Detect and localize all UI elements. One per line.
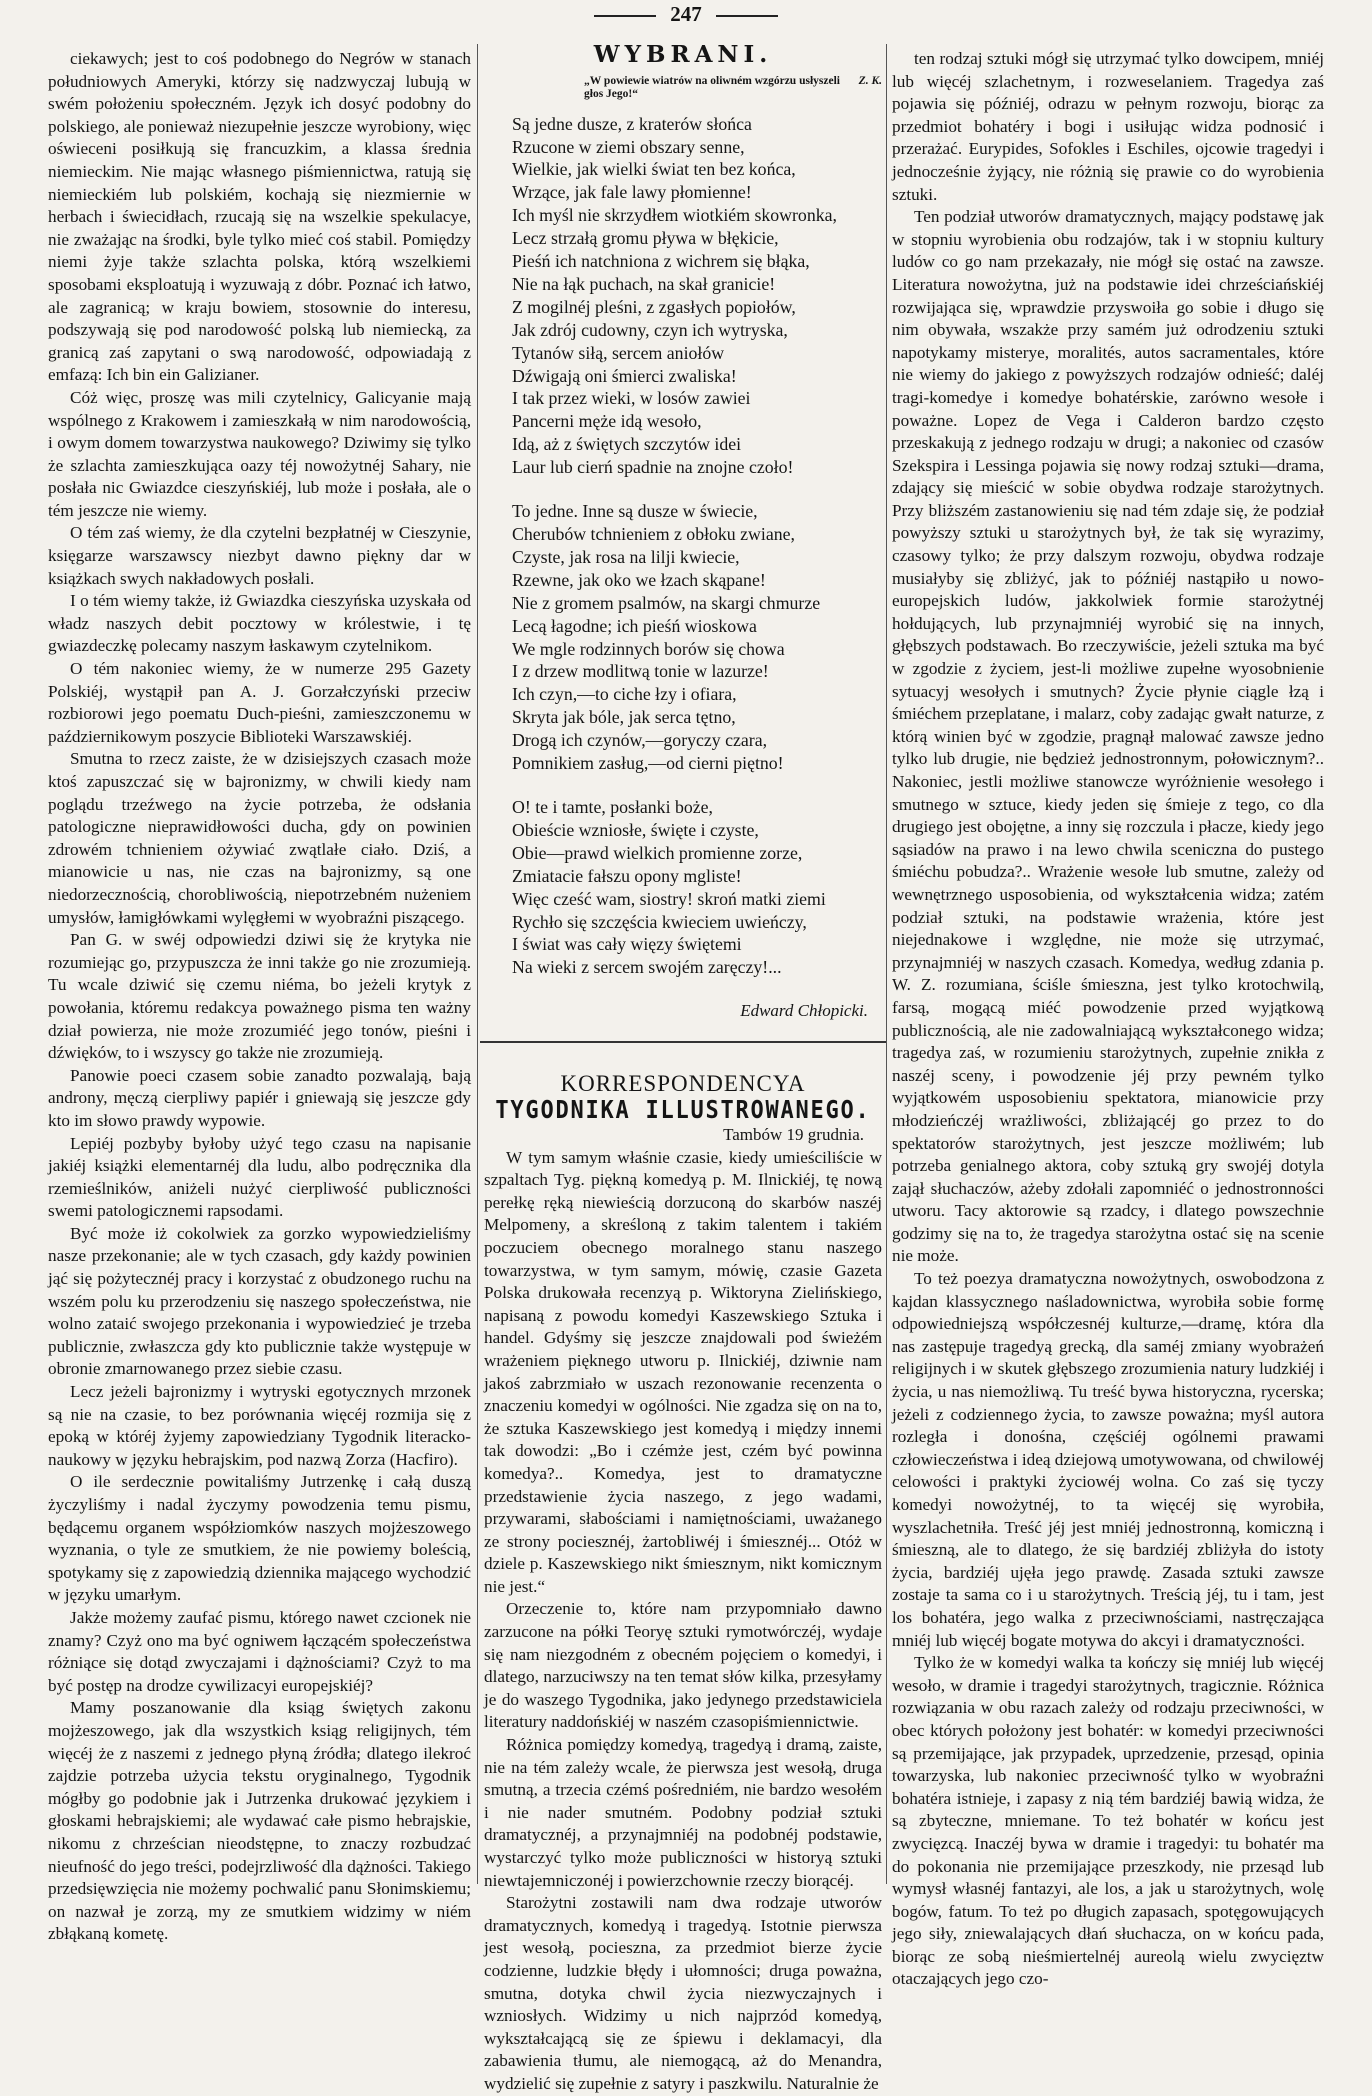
poem-epigraph: Z. K. „W powiewie wiatrów na oliwném wzgórzu usłyszeli głos Jego!“ xyxy=(584,74,882,100)
poem-line: Tytanów siłą, sercem aniołów xyxy=(512,342,725,363)
poem-stanza xyxy=(512,796,882,979)
poem-title: WYBRANI. xyxy=(593,41,773,68)
paragraph: Różnica pomiędzy komedyą, tragedyą i dramą, zaiste, nie na tém zależy wcale, że pierwsza jest wesołą, druga smutną, a trzecia czémś pośredniém, nie bardzo wesołém i nie nader smutném. Podobny podział sztuki dramatycznéj, a przynajmniéj na podobnéj podstawie, wystarczyć tylko może publiczności w historyą sztuki niewtajemniczonéj i powierzchownie rzeczy biorącéj. xyxy=(484,1735,882,1890)
poem-stanza xyxy=(512,113,882,480)
poem-line: I tak przez wieki, w losów zawiei xyxy=(512,388,751,409)
poem-line: Laur lub cierń spadnie na znojne czoło! xyxy=(512,457,794,478)
paragraph: W tym samym właśnie czasie, kiedy umieściliście w szpaltach Tyg. piękną komedyą p. M. Ilnickiéj, tę nową perełkę ręką niewieścią dorzuconą do skarbów naszéj Melpomeny, a skreśloną z takim talentem i takiém poczuciem obecnego moralnego stanu naszego towarzystwa, w tym samym, mówię, czasie Gazeta Polska drukowała recenzyą p. Wiktoryna Zielińskiego, napisaną z powodu komedyi Kaszewskiego Sztuka i handel. Gdyśmy się jeszcze znajdowali pod świeżém wrażeniem pięknego utworu p. Ilnickiéj, dziwnie nam jakoś zabrzmiało w uszach rezonowanie recenzenta o znaczeniu komedyi w ogólności. Nie zgadza się on na to, że sztuka Kaszewskiego jest komedyą i między innemi tak dowodzi: „Bo i czémże jest, czém być powinna komedya?.. Komedya, jest to dramatyczne przedstawienie życia naszego, z jego wadami, przywarami, słabościami i namiętnościami, uważanego ze strony pociesznéj, żartobliwéj i śmiesznéj... Otóż w dziele p. Kaszewskiego nikt śmiesznym, nikt komicznym nie jest.“ xyxy=(484,1147,882,1596)
poem-line: Nie na łąk puchach, na skał granicie! xyxy=(512,273,776,294)
poem-line: Cherubów tchnieniem z obłoku zwiane, xyxy=(512,524,795,544)
poem-line: Nie z gromem psalmów, na skargi chmurze xyxy=(512,592,821,613)
paragraph: I o tém wiemy także, iż Gwiazdka cieszyńska uzyskała od władz naszych debit pocztowy w królestwie, i tę gwiazdeczkę polecamy naszym łaskawym czytelnikom. xyxy=(48,591,471,656)
paragraph: Ten podział utworów dramatycznych, mający podstawę jak w stopniu wyrobienia obu rodzajów, tak i w stopniu kultury ludów co go nam przekazały, nie mógł się ostać na zawsze. Literatura nowożytna, już na podstawie idei chrześciańskiéj rozwijająca się, wprawdzie przyswoiła go sobie i długo się nim obywała, wszakże przy samém już odrodzeniu sztuki napotykamy misterye, moralités, autos sacramentales, które nie wiemy do jakiego z powyższych rodzajów odnieść; daléj tragi-komedye i komedye bohatérskie, zarówno wesołe i poważne. Lopez de Vega i Calderon bardzo często przeskakują z jednego rodzaju w drugi; a nakoniec od czasów Szekspira i Lessinga pojawia się nowy rodzaj sztuki—drama, zdający się mieścić w sobie obydwa rodzaje starożytnych. Przy bliższém zastanowieniu się nad tém zdaje się, że podział powyższy sztuki u starożytnych był, że tak się wyrazimy, czasowy tylko; że przy dalszym rozwoju, obydwa rodzaje musiałyby się zbliżyć, jak to późniéj nastąpiło u nowo-europejskich ludów, jakkolwiek formie starożytnéj hołdujących, lub przynajmniéj wyrobić się na innych, głębszych podstawach. Bo rzeczywiście, jeżeli sztuka ma być w zgodzie z życiem, jest-li możliwe zupełne wyosobnienie sytuacyj wesołych i smutnych? Życie płynie ciągle łzą i śmiéchem przeplatane, i malarz, coby zadając gwałt naturze, z którą winien być w zgodzie, pragnął malować zawsze jedno tylko lub drugie, nie będzież jednostronnym, połowicznym?.. Nakoniec, jestli możliwe stanowcze wyróżnienie wesołego i smutnego w sztuce, kiedy jeden się śmieje z tego, co dla drugiego jest obojętne, a inny się rozczula i płacze, kiedy jego sąsiadów na prawo i na lewo chwila sceniczna do pustego śmiéchu pobudza?.. Wrażenie wesołe lub smutne, zależy od wewnętrznego usposobienia, od wykształcenia widza; zatém podział sztuki, na podstawie wrażenia, które jest niejednakowe i względne, nie może się utrzymać, przynajmniéj w naszych czasach. Komedya, według zdania p. W. Z. rozumiana, ściśle śmieszna, jest tylko krotochwilą, farsą, mogącą miéć powodzenie przed wyjątkową publicznością, ale nie zadowalniającą wykształconego widza; tragedya zaś, w rozumieniu starożytnych, zupełnie znikła z naszéj sceny, i powodzenie jéj przy pewném tylko wyjątkowém usposobieniu spektatora, mianowicie przy młodzieńczéj wrażliwości, zbliżającéj go przez to do spektatorów starożytnych, jest jeszcze możliwém; lub potrzeba genialnego aktora, coby sztuką gry swojéj dotyla zajął słuchaczów, ażeby zdołali zapomniéć o jednostronności utworu. Tacy aktorowie są rzadcy, i dlatego powszechnie godzimy się na to, że tragedya starożytna ostać się na scenie nie może. xyxy=(892,207,1324,1266)
poem-line: I z drzew modlitwą tonie w lazurze! xyxy=(512,661,769,682)
paragraph: Starożytni zostawili nam dwa rodzaje utworów dramatycznych, komedyą i tragedyą. Istotnie pierwsza jest wesołą, pocieszna, za przedmiot bierze życie codzienne, ludzkie błędy i ułomności; druga poważna, smutna, dotyka chwil życia niezwyczajnych i wzniosłych. Widzimy u nich najprzód komedyą, wykształcającą się ze śpiewu i deklamacyi, dla zabawienia tłumu, ale niemogącą, aż do Menandra, wydzielić się zupełnie z satyry i paszkwilu. Naturalnie że xyxy=(484,1893,882,2093)
poem-line: Idą, aż z świętych szczytów idei xyxy=(512,434,742,455)
poem-line: Jak zdrój cudowny, czyn ich wytryska, xyxy=(512,319,788,340)
paragraph: Panowie poeci czasem sobie zanadto pozwalają, bają androny, męczą cierpliwy papiér i gniewają się jeszcze gdy kto im słowo prawdy wypowie. xyxy=(48,1065,471,1130)
column-divider xyxy=(886,44,887,1884)
correspondence-body xyxy=(484,1147,882,2096)
page-number: 247 xyxy=(0,2,1372,27)
poem-line: O! te i tamte, posłanki boże, xyxy=(512,796,713,817)
poem-line: Skryta jak bóle, jak serca tętno, xyxy=(512,707,736,728)
poem-line: Lecą łagodne; ich pieśń wioskowa xyxy=(512,615,757,636)
paragraph: O tém nakoniec wiemy, że w numerze 295 Gazety Polskiéj, wystąpił pan A. J. Gorzałczyński przeciw rozbiorowi jego poematu Duch-pieśni, zamieszczonemu w październikowym poszycie Biblioteki Warszawskiéj. xyxy=(48,659,471,746)
poem-line: Dźwigają oni śmierci zwaliska! xyxy=(512,365,737,386)
dateline: Tambów 19 grudnia. xyxy=(723,1125,864,1144)
paragraph: Tylko że w komedyi walka ta kończy się mniéj lub więcéj wesoło, w dramie i tragedyi starożytnych, tragicznie. Różnica rozwiązania w obu razach zależy od rodzaju przeciwności, w obec których położony jest bohatér: w komedyi przeciwności są przemijające, jak przypadek, uprzedzenie, przesąd, opinia towarzyska, lub nakoniec przeciwność tylko w wyobraźni bohatéra istnieje, i zapasy z nią tém bardziéj bawią widza, że są zbyteczne, mniemane. To też bohatér w końcu jest zwycięzcą. Inaczéj bywa w dramie i tragedyi: tu bohatér ma do pokonania nie przemijające przeszkody, nie przesąd lub wymysł własnéj fantazyi, ale los, a jak u starożytnych, wolę bogów, fatum. To też po długich zapasach, spotęgowujących jego siły, zniewalających dłań słuchacza, on w końcu pada, biorąc ze sobą nieśmiertelnéj aureolą wielu zwycięztw otaczających jego czo- xyxy=(892,1653,1324,1989)
poem-line: Wrzące, jak fale lawy płomienne! xyxy=(512,182,752,203)
poem-author: Edward Chłopicki. xyxy=(740,1001,868,1021)
section-divider xyxy=(480,1041,886,1043)
poem-line: Zmiatacie fałszu opony mgliste! xyxy=(512,865,742,886)
paragraph: Być może iż cokolwiek za gorzko wypowiedzieliśmy nasze przekonanie; ale w tych czasach, gdy każdy powinien jąć się pożytecznéj pracy i korzystać z obudzonego ruchu na wszém polu ku przerodzeniu się naszego społeczeństwa, nie wolno zataić swojego przekonania i wypowiedzieć je trzeba publicznie, zwłaszcza gdy kto publicznie także występuje w obronie zmarnowanego przez siebie czasu. xyxy=(48,1223,471,1379)
column-2 xyxy=(484,41,882,2096)
paragraph: O ile serdecznie powitaliśmy Jutrzenkę i całą duszą życzyliśmy i nadal życzymy powodzenia temu pismu, będącemu organem współziomków naszych mojżeszowego wyznania, o tyle ze smutkiem, że nie powiemy boleścią, spotykamy się z zapowiedzią dziennika mającego wychodzić w języku umarłym. xyxy=(48,1472,471,1605)
poem-stanza xyxy=(512,500,882,775)
poem-line: Rychło się szczęścia kwieciem uwieńczy, xyxy=(512,911,807,932)
correspondence-heading: KORRESPONDENCYA xyxy=(560,1070,806,1096)
poem-line: Drogą ich czynów,—goryczy czara, xyxy=(512,730,768,751)
poem-line: Więc cześć wam, siostry! skroń matki ziemi xyxy=(512,888,826,909)
poem-line: Są jedne dusze, z kraterów słońca xyxy=(512,113,752,134)
paragraph: ten rodzaj sztuki mógł się utrzymać tylko dowcipem, mniéj lub więcéj szlachetnym, i rozweselaniem. Tragedya zaś pojawia się późniéj, odrazu w pełnym rozwoju, biorąc za przedmiot bohatéry i bogi i usiłując widza podnosić i przerażać. Eurypides, Sofokles i Eschiles, ojcowie tragedyi i jednocześnie żyjący, nie różnią się prawie co do wyrobienia sztuki. xyxy=(892,49,1324,204)
paragraph: To też poezya dramatyczna nowożytnych, oswobodzona z kajdan klassycznego naśladownictwa, wyrobiła sobie formę odpowiedniejszą współczesnéj kulturze,—dramę, która dla nas zastępuje tragedyą grecką, dla saméj zmiany wyobrażeń religijnych i w skutek głębszego zrozumienia natury ludzkiéj i życia, u nas niemożliwą. Tu treść bywa historyczna, rycerska; jeżeli z codziennego życia, to zawsze poważna; myśl autora rozległa i donośna, częściéj ogólnemi prawami człowieczeństwa i ideą dziejową umotywowana, od chwilowéj celowości i praktyki życiowéj wolna. Co zaś się tyczy komedyi nowożytnéj, to ta więcéj się wyrobiła, wyszlachetniła. Treść jéj jest mniéj jednostronną, komiczną i śmieszną, ale to dlatego, że się bardziéj zbliżyła do istoty życia, bardziéj ujęła jego prawdę. Zasada sztuki zawsze zostaje ta sama co i u starożytnych. Treścią jéj, tu i tam, jest los bohatéra, jego walka z przeciwnościami, nastręczająca mniéj lub więcéj bogate motywa do akcyi i dramatyczności. xyxy=(892,1269,1324,1650)
poem-line: Lecz strzałą gromu pływa w błękicie, xyxy=(512,228,779,249)
paragraph: Cóż więc, proszę was mili czytelnicy, Galicyanie mają wspólnego z Krakowem i zamieszkałą w nim narodowością, i owym domem towarzystwa naukowego? Dziwimy się tylko że szlachta zamieszkująca oazy téj nowożytnéj Sahary, nie posłała nic Gwiazdce cieszyńskiéj, lub może i posłała, ale o tém jeszcze nie wiemy. xyxy=(48,387,471,520)
paragraph: Mamy poszanowanie dla ksiąg świętych zakonu mojżeszowego, jak dla wszystkich ksiąg religijnych, tém więcéj że z naszemi z jednego płyną źródła; dlatego ilekroć zajdzie potrzeba użycia tekstu oryginalnego, Tygodnik mógłby go podobnie jak i Jutrzenka drukować językiem i głoskami hebrajskiemi; ale wydawać całe pismo hebrajskie, nikomu z chrześcian nieodstępne, to znaczy rozbudzać nieufność do jego treści, podejrzliwość dla dążności. Takiego przedsięwzięcia nie możemy pochwalić panu Słonimskiemu; on nazwał je zorzą, my ze smutkiem widzimy w niém zbłąkaną kometę. xyxy=(48,1698,471,1944)
paragraph: Orzeczenie to, które nam przypomniało dawno zarzucone na półki Teoryę sztuki rymotwórczéj, wydaje się nam niezgodném z obecném pojęciem o komedyi, i dlatego, narzuciwszy na ten temat słów kilka, przesyłamy je do waszego Tygodnika, jako jedynego przedstawiciela literatury naddońskiéj w naszém czasopiśmiennictwie. xyxy=(484,1599,882,1732)
poem-line: Obie—prawd wielkich promienne zorze, xyxy=(512,842,803,863)
paragraph: Smutna to rzecz zaiste, że w dzisiejszych czasach może ktoś zapuszczać się w bajronizmy, w chwili kiedy nam poglądu trzeźwego na życie potrzeba, że odsłania patologiczne nieprawidłowości ducha, gdy on powinien zdrowém tchnieniem ożywiać zwątlałe ciało. Dziś, a mianowicie u nas, nie czas na bajronizmy, są one niedorzecznością, chorobliwością, niepotrzebném nużeniem umysłów, łamigłówkami wylęgłemi w wyobraźni piszącego. xyxy=(48,749,471,927)
poem-line: Pancerni męże idą wesoło, xyxy=(512,411,702,432)
poem-line: Ich myśl nie skrzydłem wiotkiém skowronka, xyxy=(512,205,837,226)
column-1 xyxy=(48,48,471,1946)
poem-line: Pieśń ich natchniona z wichrem się błąka, xyxy=(512,251,810,272)
paragraph: Jakże możemy zaufać pismu, którego nawet czcionek nie znamy? Czyż ono ma być ogniwem łączącém społeczeństwa różniące się dotąd zwyczajami i dążnościami? Czyż to ma być postęp na drodze cywilizacyi europejskiéj? xyxy=(48,1607,471,1695)
poem-line: Rzucone w ziemi obszary senne, xyxy=(512,136,745,157)
poem-line: To jedne. Inne są dusze w świecie, xyxy=(512,501,758,522)
epigraph-author: Z. K. xyxy=(858,74,882,87)
poem-line: Czyste, jak rosa na lilji kwiecie, xyxy=(512,546,740,567)
poem-line: Z mogilnéj pleśni, z zgasłych popiołów, xyxy=(512,296,796,317)
paragraph: ciekawych; jest to coś podobnego do Negrów w stanach południowych Ameryki, którzy się nadzwyczaj lubują w swém położeniu społeczném. Język ich dosyć podobny do polskiego, ale ponieważ niezupełnie jeszcze wyrobiony, więc oświeceni posiłkują się francuzkim, a klassa średnia niemieckim. Nie mając własnego piśmiennictwa, ratują się niemieckiém lub polskiém, kochają się niezmiernie w herbach i świecidłach, rzucają się na wszelkie spekulacye, nie zważając na środki, byle tylko mieć coś stabil. Pomiędzy niemi żyje także szlachta polska, którą wszelkiemi sposobami eksploatują i wyzuwają z dóbr. Poznać ich łatwo, ale zagranicą; w kraju bowiem, stosownie do interesu, podszywają się pod narodowość polską lub niemiecką, za granicą zaś zapytani o swą narodowość, odpowiadają z emfazą: Ich bin ein Galizianer. xyxy=(48,49,471,385)
poem-line: Na wieki z sercem swojém zaręczy!... xyxy=(512,957,782,978)
poem-line: We mgle rodzinnych borów się chowa xyxy=(512,638,785,659)
correspondence-masthead: TYGODNIKA ILLUSTROWANEGO. xyxy=(495,1095,871,1125)
poem-body xyxy=(484,113,882,980)
poem-line: Rzewne, jak oko we łzach skąpane! xyxy=(512,569,766,590)
paragraph: O tém zaś wiemy, że dla czytelni bezpłatnéj w Cieszynie, księgarze warszawscy niezbyt dawno piękny dar w książkach swych nakładowych posłali. xyxy=(48,523,471,588)
paragraph: Lepiéj pozbyby byłoby użyć tego czasu na napisanie jakiéj książki elementarnéj dla ludu, albo podręcznika dla rzemieślników, aniżeli nużyć cierpliwość publiczności swemi patologicznemi rapsodami. xyxy=(48,1133,471,1221)
poem-line: Ich czyn,—to ciche łzy i ofiara, xyxy=(512,684,737,705)
column-divider xyxy=(477,44,478,1884)
poem-line: Obieście wzniosłe, święte i czyste, xyxy=(512,819,759,840)
column-3 xyxy=(892,48,1324,1991)
poem-line: Pomnikiem zasług,—od cierni piętno! xyxy=(512,753,784,774)
poem-line: Wielkie, jak wielki świat ten bez końca, xyxy=(512,159,796,180)
paragraph: Lecz jeżeli bajronizmy i wytryski egotycznych mrzonek są nie na czasie, to bez porównania więcéj rozmija się z epoką w któréj żyjemy zapowiedziany Tygodnik literacko-naukowy w języku hebrajskim, pod nazwą Zorza (Hacfiro). xyxy=(48,1382,471,1469)
paragraph: Pan G. w swéj odpowiedzi dziwi się że krytyka nie rozumiejąc go, przypuszcza że inni także go nie zrozumieją. Tu wcale dziwić się czemu niéma, bo jeżeli krytyk z powołania, któremu redakcya poważnego pisma ten ważny dział powierza, nie może zrozumiéć jego tonów, pieśni i dźwięków, to i wszyscy go także nie zrozumieją. xyxy=(48,930,471,1063)
poem-line: I świat was cały więzy świętemi xyxy=(512,934,742,955)
